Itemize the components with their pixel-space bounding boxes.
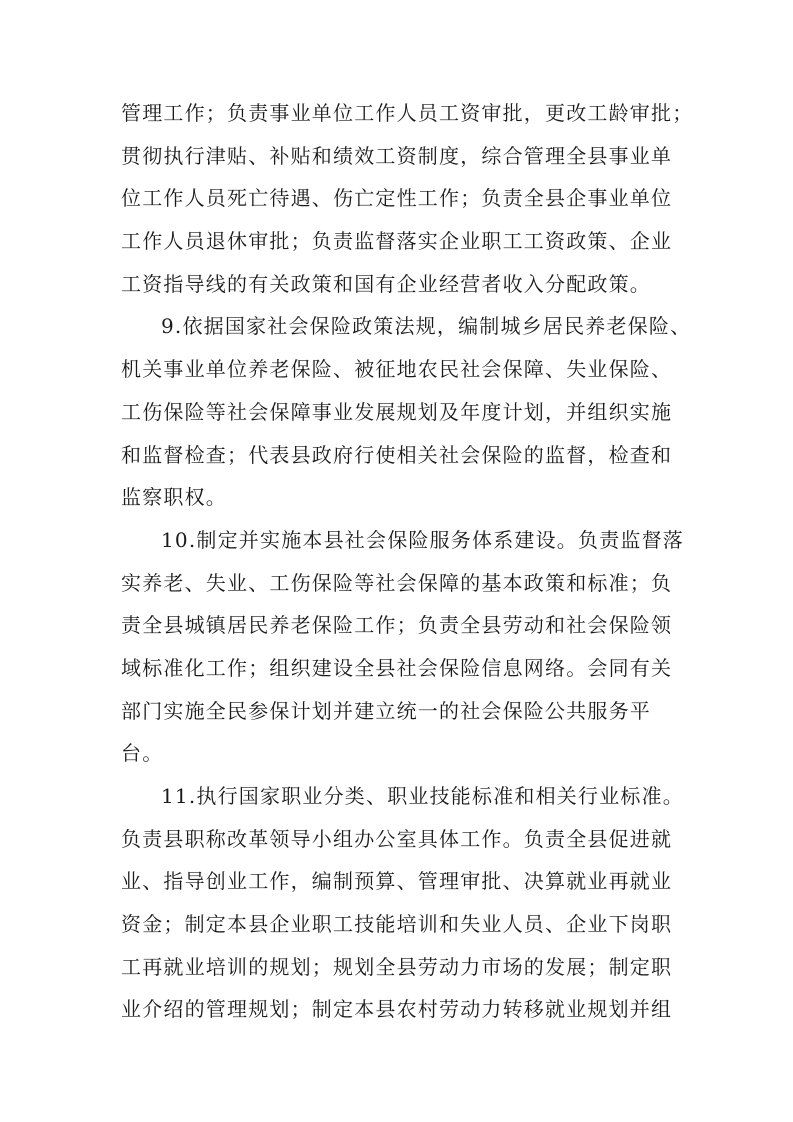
text-line: 位工作人员死亡待遇、伤亡定性工作；负责全县企事业单位 — [121, 186, 673, 211]
text-line: 负责县职称改革领导小组办公室具体工作。负责全县促进就 — [121, 826, 673, 851]
text-line: 部门实施全民参保计划并建立统一的社会保险公共服务平 — [121, 698, 651, 723]
text-line: 和监督检查；代表县政府行使相关社会保险的监督，检查和 — [121, 442, 673, 467]
text-line: 监察职权。 — [121, 485, 227, 510]
text-line: 贯彻执行津贴、补贴和绩效工资制度，综合管理全县事业单 — [121, 143, 673, 168]
body-text — [121, 92, 694, 1031]
text-line: 业介绍的管理规划；制定本县农村劳动力转移就业规划并组 — [121, 997, 673, 1022]
text-line: 责全县城镇居民养老保险工作；负责全县劳动和社会保险领 — [121, 613, 673, 638]
text-line: 工再就业培训的规划；规划全县劳动力市场的发展；制定职 — [121, 954, 673, 979]
paragraph-10-start: 10.制定并实施本县社会保险服务体系建设。负责监督落 — [161, 527, 685, 552]
text-line: 域标准化工作；组织建设全县社会保险信息网络。会同有关 — [121, 655, 673, 680]
paragraph-11-start: 11.执行国家职业分类、职业技能标准和相关行业标准。 — [161, 784, 685, 808]
text-line: 机关事业单位养老保险、被征地农民社会保障、失业保险、 — [121, 357, 673, 382]
text-line: 工资指导线的有关政策和国有企业经营者收入分配政策。 — [121, 271, 651, 296]
text-line: 工作人员退休审批；负责监督落实企业职工工资政策、企业 — [121, 229, 673, 254]
text-line: 业、指导创业工作，编制预算、管理审批、决算就业再就业 — [121, 869, 673, 894]
text-line: 管理工作；负责事业单位工作人员工资审批，更改工龄审批； — [121, 101, 694, 125]
text-line: 工伤保险等社会保障事业发展规划及年度计划，并组织实施 — [121, 399, 673, 424]
text-line: 资金；制定本县企业职工技能培训和失业人员、企业下岗职 — [121, 912, 673, 937]
text-line: 实养老、失业、工伤保险等社会保障的基本政策和标准；负 — [121, 570, 673, 595]
paragraph-9-start: 9.依据国家社会保险政策法规，编制城乡居民养老保险、 — [161, 314, 692, 339]
text-line: 台。 — [121, 741, 164, 766]
